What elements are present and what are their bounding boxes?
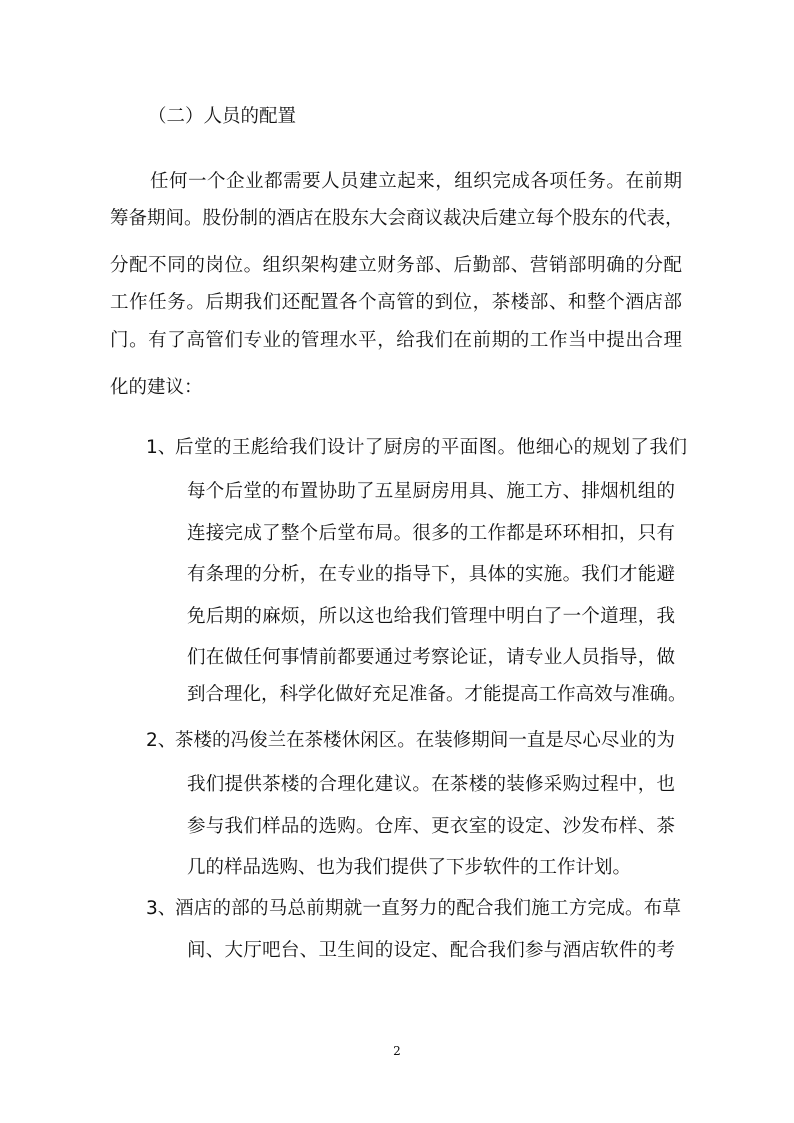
list-item-line: 到合理化，科学化做好充足准备。才能提高工作高效与准确。 (187, 684, 687, 705)
paragraph-line: 工作任务。后期我们还配置各个高管的到位，茶楼部、和整个酒店部 (110, 292, 682, 313)
list-item-line: 们在做任何事情前都要通过考察论证，请专业人员指导，做 (187, 647, 675, 668)
list-item-line: 酒店的部的马总前期就一直努力的配合我们施工方完成。布草 (175, 898, 681, 919)
list-item-line: 连接完成了整个后堂布局。很多的工作都是环环相扣，只有 (187, 523, 675, 544)
list-item-line: 间、大厅吧台、卫生间的设定、配合我们参与酒店软件的考 (187, 940, 675, 961)
list-item-line: 免后期的麻烦，所以这也给我们管理中明白了一个道理，我 (187, 606, 675, 627)
list-item-number: 2、 (146, 730, 177, 751)
paragraph-line: 门。有了高管们专业的管理水平，给我们在前期的工作当中提出合理 (110, 330, 682, 351)
list-item-number: 3、 (146, 898, 177, 919)
page-number: 2 (393, 1044, 401, 1058)
list-item-line: 茶楼的冯俊兰在茶楼休闲区。在装修期间一直是尽心尽业的为 (175, 730, 675, 751)
list-item-line: 参与我们样品的选购。仓库、更衣室的设定、沙发布样、茶 (187, 816, 675, 837)
paragraph-line: 化的建议： (110, 377, 203, 398)
paragraph-line: 任何一个企业都需要人员建立起来，组织完成各项任务。在前期 (150, 171, 682, 192)
list-item-number: 1、 (146, 437, 177, 458)
list-item-line: 后堂的王彪给我们设计了厨房的平面图。他细心的规划了我们 (175, 437, 687, 458)
list-item-line: 我们提供茶楼的合理化建议。在茶楼的装修采购过程中，也 (187, 774, 675, 795)
paragraph-line: 分配不同的岗位。组织架构建立财务部、后勤部、营销部明确的分配 (110, 255, 682, 276)
section-heading: （二）人员的配置 (148, 106, 297, 127)
list-item-line: 几的样品选购、也为我们提供了下步软件的工作计划。 (187, 857, 632, 878)
list-item-line: 每个后堂的布置协助了五星厨房用具、施工方、排烟机组的 (187, 481, 675, 502)
list-item-line: 有条理的分析，在专业的指导下，具体的实施。我们才能避 (187, 564, 675, 585)
paragraph-line: 筹备期间。股份制的酒店在股东大会商议裁决后建立每个股东的代表， (110, 208, 684, 229)
